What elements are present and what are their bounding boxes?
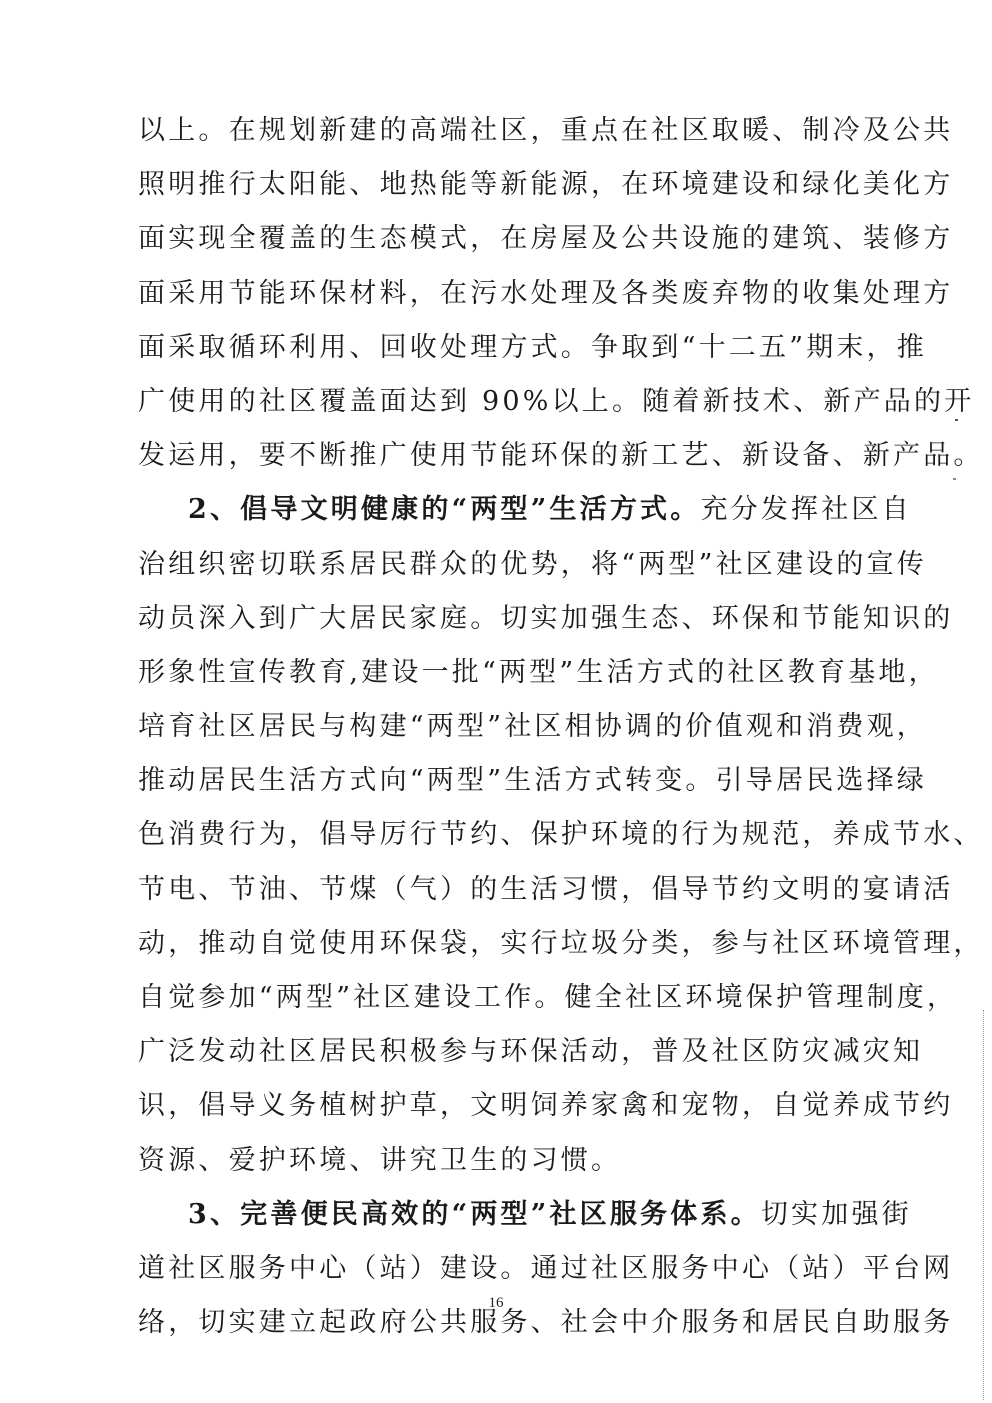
- scan-edge-line: [983, 1010, 984, 1400]
- text-line: 治组织密切联系居民群众的优势，将“两型”社区建设的宣传: [138, 548, 928, 580]
- section-2-heading-tail: 充分发挥社区自: [700, 494, 912, 526]
- text-line: 面采取循环利用、回收处理方式。争取到“十二五”期末，推: [138, 331, 928, 363]
- text-line: 面实现全覆盖的生态模式，在房屋及公共设施的建筑、装修方: [138, 223, 954, 255]
- text-line: 发运用，要不断推广使用节能环保的新工艺、新设备、新产品。: [138, 440, 984, 472]
- text-line: 广泛发动社区居民积极参与环保活动，普及社区防灾减灾知: [138, 1036, 924, 1068]
- section-3-heading-tail: 切实加强街: [760, 1198, 912, 1230]
- section-3-heading: 3、完善便民高效的“两型”社区服务体系。: [188, 1198, 761, 1230]
- page-number: 16: [488, 1295, 504, 1311]
- text-line: 照明推行太阳能、地热能等新能源，在环境建设和绿化美化方: [138, 169, 954, 201]
- text-line: 资源、爱护环境、讲究卫生的习惯。: [138, 1144, 622, 1176]
- text-line: 动员深入到广大居民家庭。切实加强生态、环保和节能知识的: [138, 602, 954, 634]
- section-2-first-line: [138, 483, 912, 537]
- text-line: 色消费行为，倡导厉行节约、保护环境的行为规范，养成节水、: [138, 819, 984, 851]
- section-2-heading: 2、倡导文明健康的“两型”生活方式。: [188, 494, 701, 526]
- text-line: 节电、节油、节煤（气）的生活习惯，倡导节约文明的宴请活: [138, 873, 954, 905]
- text-line: 络，切实建立起政府公共服务、社会中介服务和居民自助服务: [138, 1307, 954, 1339]
- text-line: 道社区服务中心（站）建设。通过社区服务中心（站）平台网: [138, 1252, 954, 1284]
- section-3-first-line: [138, 1188, 912, 1242]
- text-line: 培育社区居民与构建“两型”社区相协调的价值观和消费观，: [138, 711, 928, 743]
- scan-speck: [955, 419, 958, 421]
- body-text: [138, 104, 984, 1350]
- text-line: 推动居民生活方式向“两型”生活方式转变。引导居民选择绿: [138, 765, 928, 797]
- text-line: 动，推动自觉使用环保袋，实行垃圾分类，参与社区环境管理，: [138, 927, 984, 959]
- text-line: 广使用的社区覆盖面达到 90%以上。随着新技术、新产品的开: [138, 385, 975, 417]
- text-line: 自觉参加“两型”社区建设工作。健全社区环境保护管理制度，: [138, 982, 958, 1013]
- text-line: 识，倡导义务植树护草，文明饲养家禽和宠物，自觉养成节约: [138, 1090, 954, 1122]
- text-line: 面采用节能环保材料，在污水处理及各类废弃物的收集处理方: [138, 277, 954, 309]
- scan-speck: [953, 478, 956, 480]
- text-line: 形象性宣传教育,建设一批“两型”生活方式的社区教育基地，: [138, 656, 939, 688]
- text-line: 以上。在规划新建的高端社区，重点在社区取暖、制冷及公共: [138, 115, 954, 146]
